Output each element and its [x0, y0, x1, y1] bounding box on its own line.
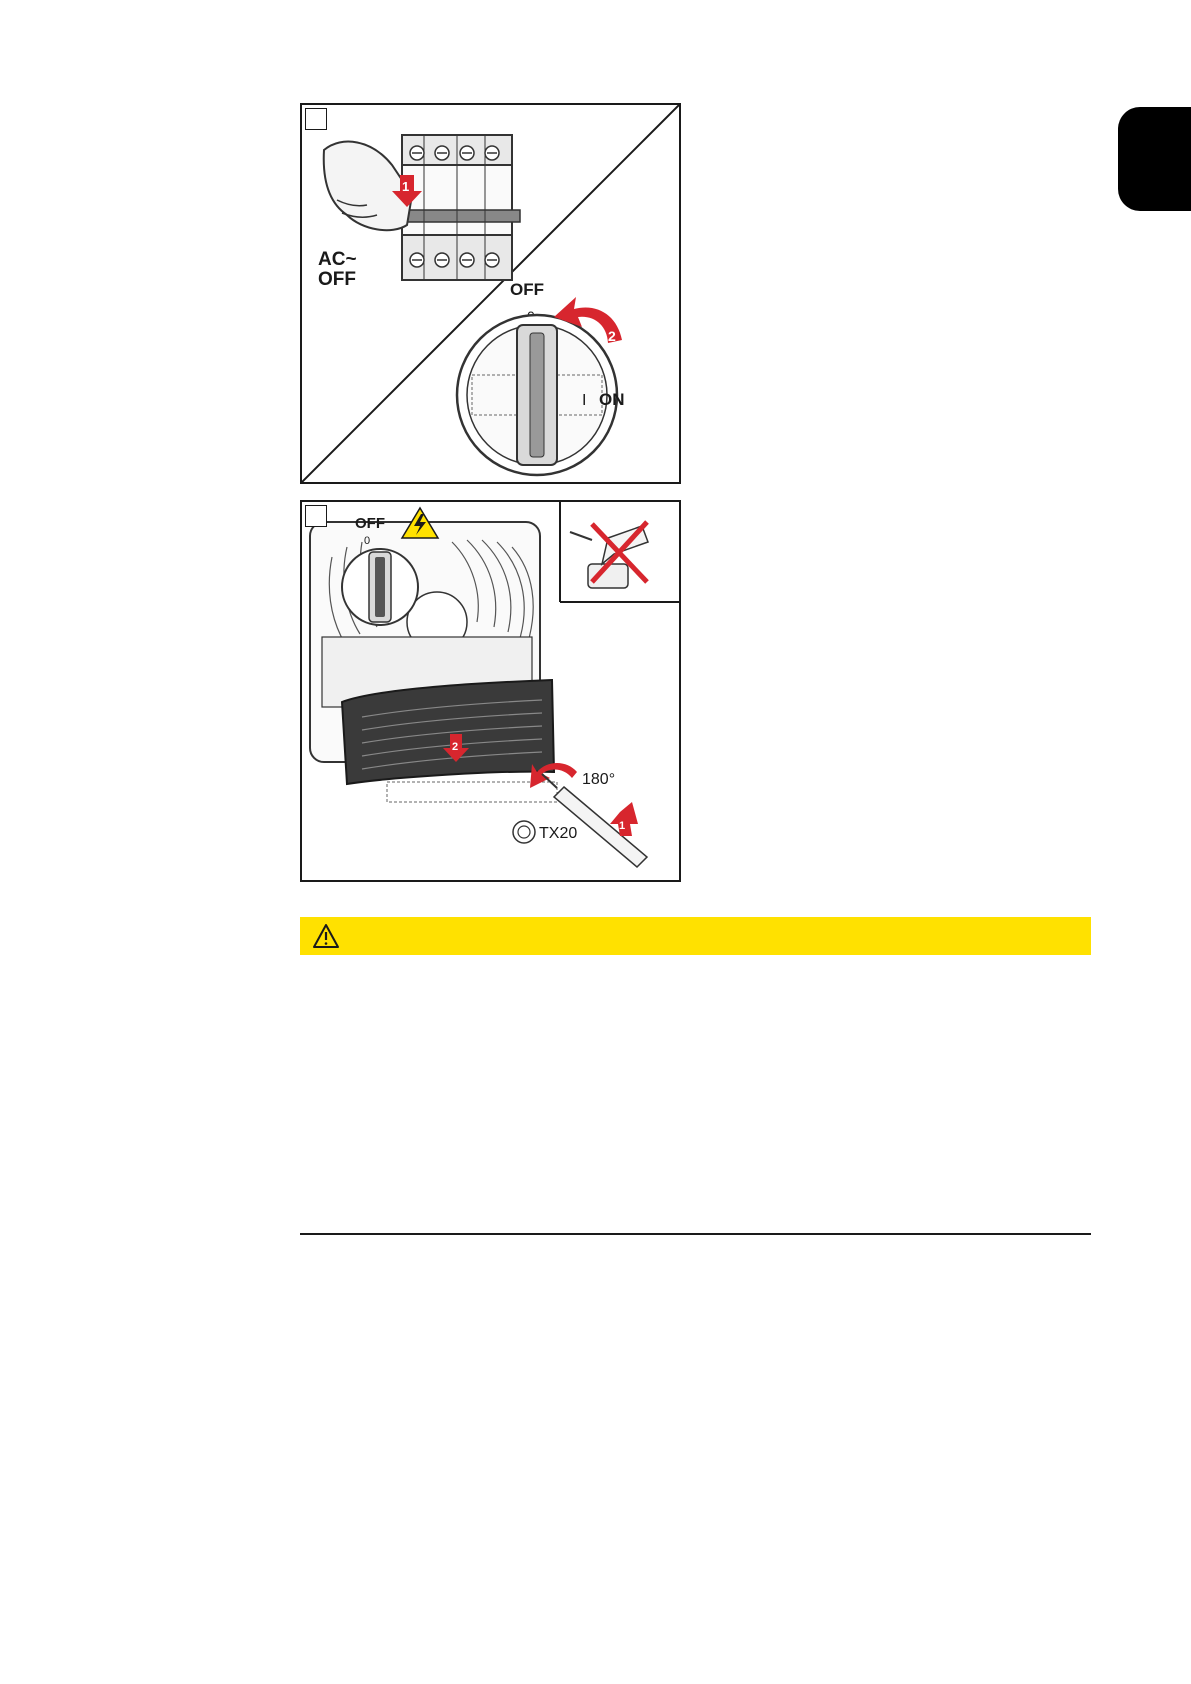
- front-cover: [342, 680, 557, 802]
- figure-step-2: [300, 500, 681, 882]
- section-divider: [300, 1233, 1091, 1235]
- figure-step-1: [300, 103, 681, 484]
- step-checkbox: [305, 505, 327, 527]
- inverter-cover-removal-illustration: [302, 502, 679, 880]
- switch-off-label: OFF: [355, 515, 385, 532]
- ac-dc-disconnect-illustration: [302, 105, 679, 482]
- no-power-drill-inset: [560, 502, 679, 602]
- rotary-switch-closeup: [342, 549, 418, 625]
- arrow-1-number: 1: [619, 820, 626, 832]
- step-checkbox: [305, 108, 327, 130]
- torx-icon: [513, 821, 535, 843]
- switch-off-label: OFF: [510, 280, 544, 299]
- chapter-tab: [1118, 107, 1191, 211]
- circuit-breaker: [394, 135, 520, 280]
- ac-label-line1: AC~: [318, 249, 357, 270]
- arrow-2-number: 2: [452, 741, 459, 753]
- rotary-switch: [457, 315, 617, 475]
- caution-banner: [300, 917, 1091, 955]
- ac-label-line2: OFF: [318, 269, 356, 290]
- rotation-label: 180°: [582, 771, 616, 788]
- arrow-2-number: 2: [608, 328, 616, 344]
- switch-off-symbol: 0: [364, 535, 371, 547]
- switch-on-label: ON: [599, 390, 625, 409]
- tool-label: TX20: [539, 825, 578, 842]
- switch-on-symbol: I: [582, 392, 587, 409]
- arrow-1-number: 1: [402, 179, 410, 194]
- warning-triangle-icon: [312, 923, 340, 949]
- no-power-drill-icon: [570, 522, 648, 588]
